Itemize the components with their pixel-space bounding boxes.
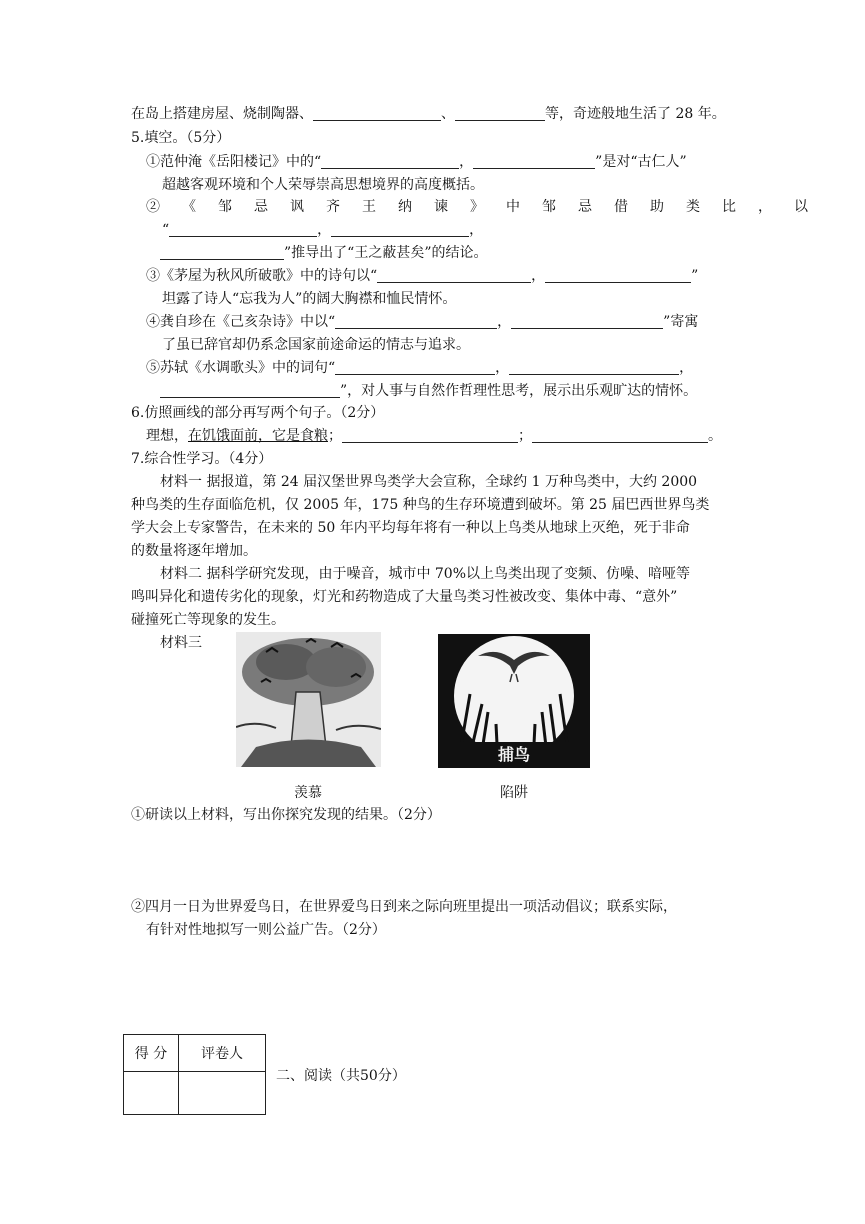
q4-tail-line: 在岛上搭建房屋、烧制陶器、 、 等，奇迹般地生活了 28 年。 [131,106,726,122]
caption-trap: 陷阱 [500,785,528,801]
q5-item-1: ①范仲淹《岳阳楼记》中的“ ， ”是对“古仁人” [146,154,687,170]
answer-blank[interactable] [160,245,284,260]
caption-envy: 羡慕 [294,785,322,801]
score-cell[interactable] [124,1072,179,1115]
q7-heading: 7.综合性学习。（4分） [131,451,273,467]
material-3-label: 材料三 [160,635,202,651]
q6-line: 理想，在饥饿面前，它是食粮； ； 。 [146,428,722,444]
answer-blank[interactable] [160,383,340,398]
trap-illustration [438,634,590,768]
q6-heading: 6.仿照画线的部分再写两个句子。（2分） [131,405,385,421]
q7-subquestion-1: ①研读以上材料，写出你探究发现的结果。（2分） [131,807,441,823]
q5-item-1-cont: 超越客观环境和个人荣辱崇高思想境界的高度概括。 [162,177,484,193]
material-1-line: 材料一 据报道，第 24 届汉堡世界鸟类学大会宣称，全球约 1 万种鸟类中，大约 2000 [160,474,698,490]
material-1-line: 学大会上专家警告，在未来的 50 年内平均每年将有一种以上鸟类从地球上灭绝，死于非命 [131,520,690,536]
answer-blank[interactable] [455,106,545,121]
q7-subquestion-2: ②四月一日为世界爱鸟日，在世界爱鸟日到来之际向班里提出一项活动倡议；联系实际， [131,899,677,915]
score-header: 得 分 [124,1035,179,1072]
answer-blank[interactable] [377,268,531,283]
q5-item-3-cont: 坦露了诗人“忘我为人”的阔大胸襟和恤民情怀。 [162,291,457,307]
answer-blank[interactable] [335,314,497,329]
answer-blank[interactable] [473,154,595,169]
grader-cell[interactable] [179,1072,266,1115]
q5-item-5-cont: ”，对人事与自然作哲理性思考，展示出乐观旷达的情怀。 [160,381,697,401]
q7-subquestion-2-cont: 有针对性地拟写一则公益广告。（2分） [146,922,386,938]
answer-blank[interactable] [313,106,441,121]
trap-sign-text: 捕鸟 [497,745,531,764]
q5-item-2-cont: ”推导出了“王之蔽甚矣”的结论。 [160,243,487,263]
material-2-line: 鸣叫异化和遗传劣化的现象，灯光和药物造成了大量鸟类习性被改变、集体中毒、“意外” [131,589,678,605]
answer-blank[interactable] [321,154,459,169]
material-2-line: 材料二 据科学研究发现，由于噪音，城市中 70%以上鸟类出现了变频、仿噪、喑哑等 [160,566,691,582]
q5-item-3: ③《茅屋为秋风所破歌》中的诗句以“ ， ” [146,268,699,284]
answer-blank[interactable] [509,360,679,375]
q5-item-2-blanks: “ ， ， [162,222,484,238]
material-1-line: 的数量将逐年增加。 [131,543,257,559]
q5-item-4: ④龚自珍在《己亥杂诗》中以“ ， ”寄寓 [146,314,699,330]
material-1-line: 种鸟类的生存面临危机，仅 2005 年，175 种鸟的生存环境遭到破坏。第 25 届巴西世界鸟类 [131,497,710,513]
q5-item-4-cont: 了虽已辞官却仍系念国家前途命运的情志与追求。 [162,337,470,353]
answer-blank[interactable] [511,314,663,329]
answer-blank[interactable] [342,428,518,443]
tree-birds-illustration [236,632,381,767]
answer-blank[interactable] [545,268,691,283]
q5-item-5: ⑤苏轼《水调歌头》中的词句“ ， ， [146,360,694,376]
q5-item-2: ②《邹忌讽齐王纳谏》中邹忌借助类比，以 [146,199,830,215]
grader-header: 评卷人 [179,1035,266,1072]
answer-blank[interactable] [169,222,317,237]
answer-blank[interactable] [331,222,469,237]
score-table [123,1034,266,1115]
answer-blank[interactable] [532,428,708,443]
answer-blank[interactable] [335,360,495,375]
q5-heading: 5.填空。（5分） [131,130,231,146]
section-2-title: 二、阅读（共50分） [276,1068,406,1084]
material-2-line: 碰撞死亡等现象的发生。 [131,612,285,628]
